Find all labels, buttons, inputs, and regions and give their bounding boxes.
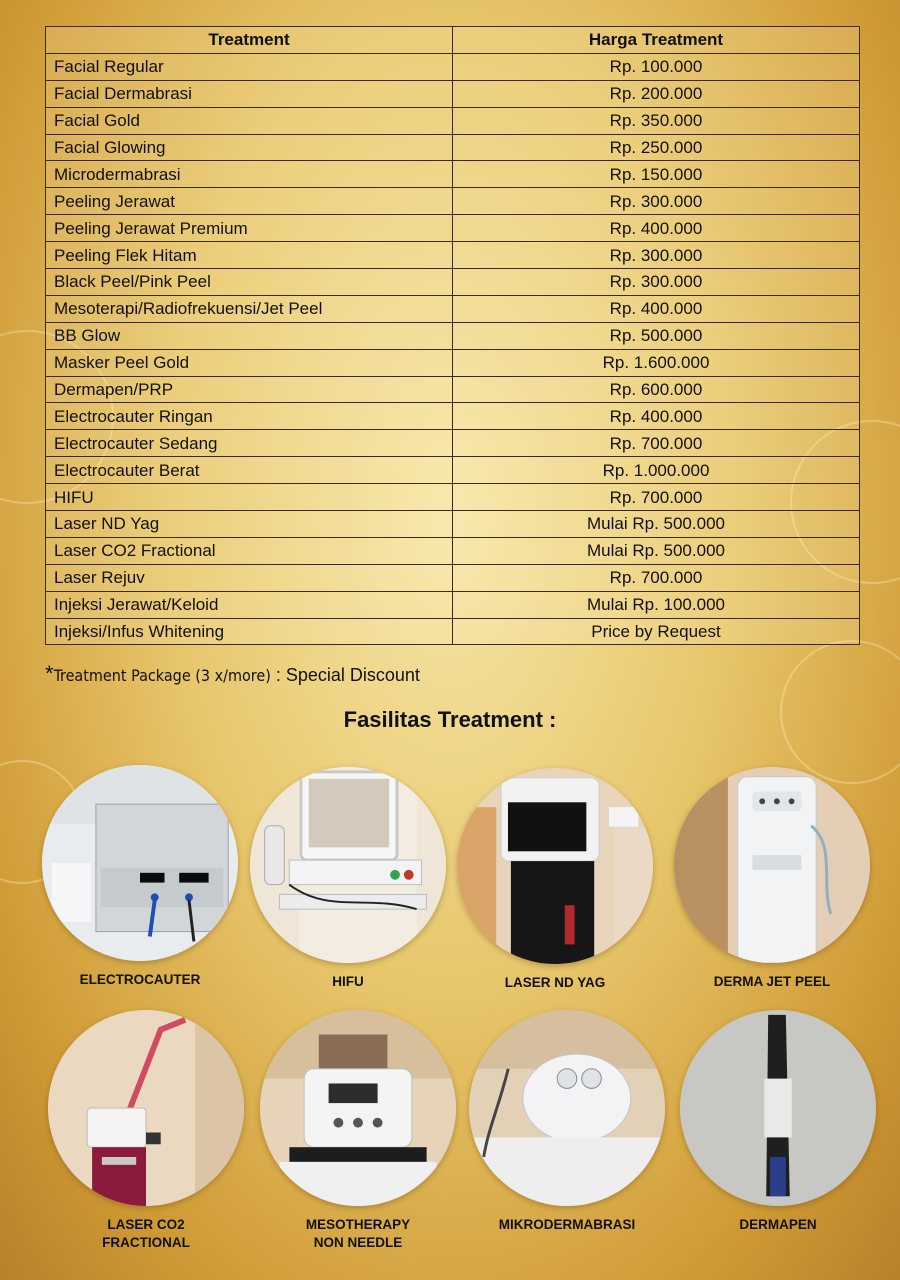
- treatment-name: Masker Peel Gold: [46, 349, 453, 376]
- treatment-price: Rp. 700.000: [453, 564, 860, 591]
- table-row: [46, 295, 860, 322]
- facility-label: ELECTROCAUTER: [79, 972, 201, 987]
- facility-label: DERMAPEN: [739, 1217, 817, 1232]
- note-asterisk: *: [45, 661, 54, 686]
- laser-nd-yag-photo: [457, 768, 653, 964]
- electrocauter-photo: [42, 765, 238, 961]
- derma-jet-peel-photo: [674, 767, 870, 963]
- price-column-header: Harga Treatment: [453, 27, 860, 54]
- price-table: [45, 26, 860, 645]
- treatment-price: Price by Request: [453, 618, 860, 645]
- treatment-name: Laser CO2 Fractional: [46, 537, 453, 564]
- table-row: [46, 376, 860, 403]
- treatment-price: Rp. 150.000: [453, 161, 860, 188]
- table-row: [46, 80, 860, 107]
- facility-mesotherapy-non-needle: [258, 1010, 458, 1252]
- treatment-price: Rp. 1.600.000: [453, 349, 860, 376]
- treatment-price: Rp. 100.000: [453, 53, 860, 80]
- facilities-title: Fasilitas Treatment :: [343, 707, 557, 732]
- table-row: [46, 457, 860, 484]
- treatment-name: Electrocauter Ringan: [46, 403, 453, 430]
- treatment-name: Microdermabrasi: [46, 161, 453, 188]
- facility-label: DERMA JET PEEL: [713, 974, 831, 989]
- treatment-price: Rp. 700.000: [453, 484, 860, 511]
- treatment-name: Facial Gold: [46, 107, 453, 134]
- table-row: [46, 618, 860, 645]
- table-row: [46, 537, 860, 564]
- table-row: [46, 134, 860, 161]
- table-row: [46, 511, 860, 538]
- table-row: [46, 349, 860, 376]
- table-row: [46, 188, 860, 215]
- treatment-name: BB Glow: [46, 322, 453, 349]
- treatment-name: Mesoterapi/Radiofrekuensi/Jet Peel: [46, 295, 453, 322]
- dermapen-photo: [680, 1010, 876, 1206]
- treatment-price: Rp. 600.000: [453, 376, 860, 403]
- table-row: [46, 403, 860, 430]
- table-row: [46, 564, 860, 591]
- facility-mikrodermabrasi: [467, 1010, 667, 1234]
- treatment-name: Facial Glowing: [46, 134, 453, 161]
- table-row: [46, 53, 860, 80]
- facility-laser-nd-yag: [455, 768, 655, 992]
- mesotherapy-photo: [260, 1010, 456, 1206]
- table-row: [46, 242, 860, 269]
- treatment-price: Rp. 300.000: [453, 188, 860, 215]
- facility-label: LASER ND YAG: [504, 975, 606, 990]
- table-row: [46, 484, 860, 511]
- treatment-price: Mulai Rp. 100.000: [453, 591, 860, 618]
- treatment-price: Rp. 400.000: [453, 295, 860, 322]
- treatment-column-header: Treatment: [46, 27, 453, 54]
- treatment-price: Rp. 300.000: [453, 242, 860, 269]
- table-row: [46, 107, 860, 134]
- facility-label: MIKRODERMABRASI: [498, 1217, 636, 1232]
- facility-laser-co2-fractional: [46, 1010, 246, 1252]
- table-row: [46, 430, 860, 457]
- treatment-price: Rp. 1.000.000: [453, 457, 860, 484]
- package-text: Treatment Package (3 x/more): [53, 666, 271, 685]
- treatment-name: Electrocauter Berat: [46, 457, 453, 484]
- table-row: [46, 269, 860, 296]
- treatment-name: Dermapen/PRP: [46, 376, 453, 403]
- table-row: [46, 322, 860, 349]
- treatment-name: HIFU: [46, 484, 453, 511]
- mikrodermabrasi-photo: [469, 1010, 665, 1206]
- treatment-price: Rp. 400.000: [453, 403, 860, 430]
- laser-co2-photo: [48, 1010, 244, 1206]
- treatment-price: Mulai Rp. 500.000: [453, 511, 860, 538]
- facility-derma-jet-peel: [672, 767, 872, 991]
- treatment-price: Mulai Rp. 500.000: [453, 537, 860, 564]
- treatment-name: Laser Rejuv: [46, 564, 453, 591]
- table-row: [46, 591, 860, 618]
- facility-label: LASER CO2 FRACTIONAL: [102, 1217, 190, 1250]
- facility-dermapen: [678, 1010, 878, 1234]
- treatment-name: Peeling Flek Hitam: [46, 242, 453, 269]
- treatment-price: Rp. 200.000: [453, 80, 860, 107]
- treatment-name: Facial Dermabrasi: [46, 80, 453, 107]
- facility-electrocauter: [40, 765, 240, 989]
- treatment-name: Peeling Jerawat Premium: [46, 215, 453, 242]
- treatment-price: Rp. 400.000: [453, 215, 860, 242]
- treatment-price: Rp. 250.000: [453, 134, 860, 161]
- treatment-price: Rp. 300.000: [453, 269, 860, 296]
- discount-text: : Special Discount: [275, 665, 420, 685]
- table-row: [46, 161, 860, 188]
- hifu-photo: [250, 767, 446, 963]
- treatment-name: Facial Regular: [46, 53, 453, 80]
- package-note: [45, 661, 420, 691]
- facility-hifu: [248, 767, 448, 991]
- treatment-name: Peeling Jerawat: [46, 188, 453, 215]
- treatment-price: Rp. 500.000: [453, 322, 860, 349]
- treatment-name: Electrocauter Sedang: [46, 430, 453, 457]
- facility-label: MESOTHERAPY NON NEEDLE: [305, 1217, 411, 1250]
- treatment-name: Black Peel/Pink Peel: [46, 269, 453, 296]
- treatment-name: Injeksi/Infus Whitening: [46, 618, 453, 645]
- treatment-name: Laser ND Yag: [46, 511, 453, 538]
- treatment-price: Rp. 700.000: [453, 430, 860, 457]
- table-row: [46, 215, 860, 242]
- table-header-row: [46, 27, 860, 54]
- facility-label: HIFU: [332, 974, 364, 989]
- treatment-name: Injeksi Jerawat/Keloid: [46, 591, 453, 618]
- treatment-price: Rp. 350.000: [453, 107, 860, 134]
